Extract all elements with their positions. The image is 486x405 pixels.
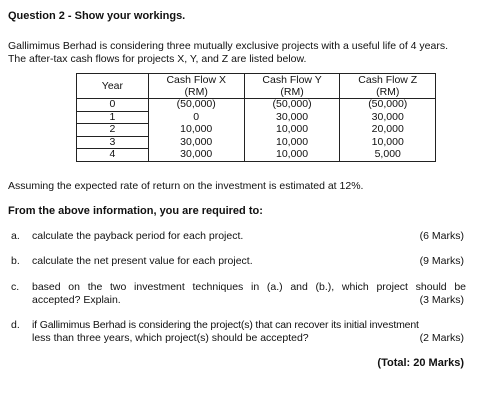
table-row xyxy=(77,136,436,149)
table-header-row xyxy=(77,74,436,99)
header-cash-flow-x xyxy=(148,74,244,99)
assumption-text: Assuming the expected rate of return on the investment is estimated at 12%. xyxy=(8,180,364,192)
question-text: calculate the payback period for each project. xyxy=(32,230,244,242)
cash-flow-z-cell: 10,000 xyxy=(340,136,436,149)
cash-flow-y-cell: 10,000 xyxy=(244,136,340,149)
cash-flow-y-cell: 30,000 xyxy=(244,111,340,124)
year-cell: 0 xyxy=(77,99,149,112)
cash-flow-z-cell: 30,000 xyxy=(340,111,436,124)
header-line1: Cash Flow Y xyxy=(262,74,322,86)
question-letter: b. xyxy=(11,255,20,267)
header-year xyxy=(77,74,149,99)
cash-flow-x-cell: (50,000) xyxy=(148,99,244,112)
question-title: Question 2 - Show your workings. xyxy=(8,10,186,22)
intro-paragraph: Gallimimus Berhad is considering three mutually exclusive projects with a useful life of 4 years. The after-tax cash flows for projects X, Y, and Z are listed below. xyxy=(8,40,449,65)
year-cell: 1 xyxy=(77,111,149,124)
question-marks: (6 Marks) xyxy=(419,230,464,242)
question-text-continued: less than three years, which project(s) should be accepted? xyxy=(32,332,309,344)
cash-flow-y-cell: (50,000) xyxy=(244,99,340,112)
question-text: based on the two investment techniques in (a.) and (b.), which project should be xyxy=(32,281,466,293)
cash-flow-y-cell: 10,000 xyxy=(244,124,340,137)
total-marks: (Total: 20 Marks) xyxy=(377,357,464,369)
year-cell: 2 xyxy=(77,124,149,137)
question-letter: c. xyxy=(11,281,20,293)
cash-flow-z-cell: 20,000 xyxy=(340,124,436,137)
year-cell: 3 xyxy=(77,136,149,149)
table-row xyxy=(77,124,436,137)
cash-flow-y-cell: 10,000 xyxy=(244,149,340,162)
table-row xyxy=(77,111,436,124)
cash-flow-x-cell: 0 xyxy=(148,111,244,124)
header-cash-flow-z xyxy=(340,74,436,99)
question-text-continued: accepted? Explain. xyxy=(32,294,121,306)
header-cash-flow-y xyxy=(244,74,340,99)
required-heading: From the above information, you are required to: xyxy=(8,205,263,217)
question-letter: a. xyxy=(11,230,20,242)
cash-flow-table xyxy=(76,73,436,162)
header-line2: (RM) xyxy=(376,85,400,98)
table-row xyxy=(77,149,436,162)
question-text: calculate the net present value for each project. xyxy=(32,255,253,267)
table-row xyxy=(77,99,436,112)
cash-flow-x-cell: 10,000 xyxy=(148,124,244,137)
header-line2: (RM) xyxy=(280,85,304,98)
question-marks: (2 Marks) xyxy=(419,332,464,344)
header-line2: (RM) xyxy=(184,85,208,98)
cash-flow-z-cell: (50,000) xyxy=(340,99,436,112)
header-line1: Cash Flow X xyxy=(166,74,226,86)
question-marks: (3 Marks) xyxy=(419,294,464,306)
question-letter: d. xyxy=(11,319,20,331)
year-cell: 4 xyxy=(77,149,149,162)
cash-flow-z-cell: 5,000 xyxy=(340,149,436,162)
header-line1: Cash Flow Z xyxy=(358,74,418,86)
cash-flow-x-cell: 30,000 xyxy=(148,136,244,149)
header-line1: Year xyxy=(101,79,123,92)
question-marks: (9 Marks) xyxy=(419,255,464,267)
question-text: if Gallimimus Berhad is considering the project(s) that can recover its initial investment xyxy=(32,319,419,331)
cash-flow-x-cell: 30,000 xyxy=(148,149,244,162)
